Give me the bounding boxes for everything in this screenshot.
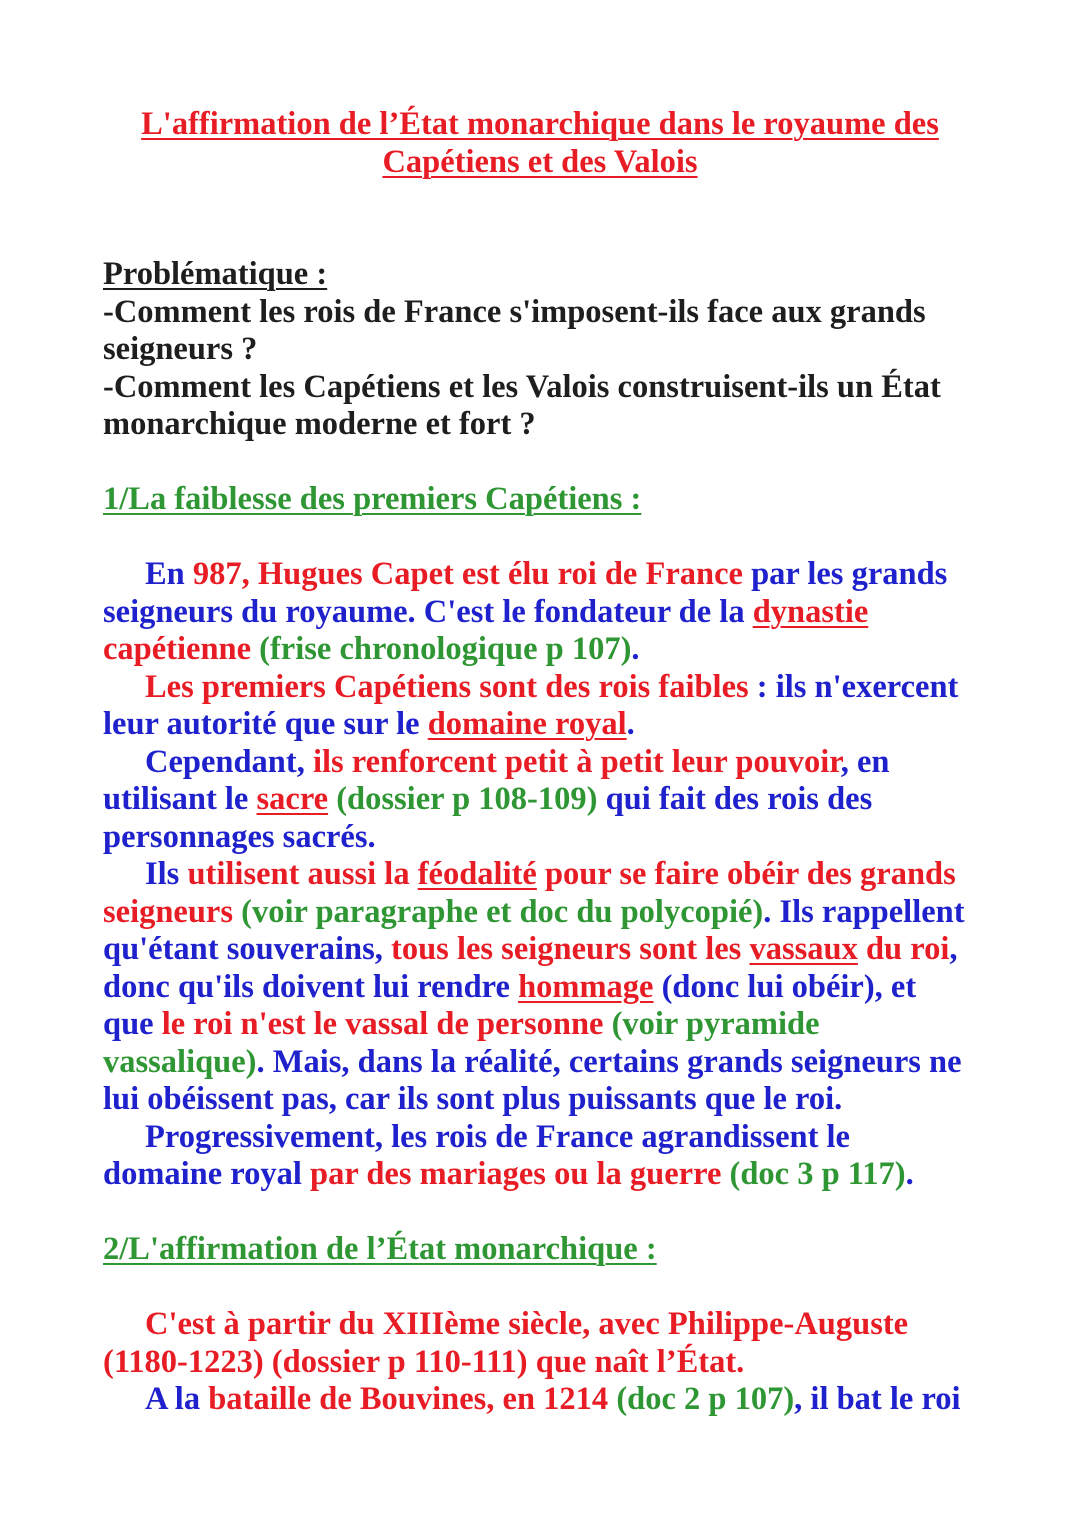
blank-line: [103, 1194, 977, 1232]
text-segment: (voir pyramide: [603, 1006, 820, 1042]
text-segment: domaine royal: [103, 1156, 302, 1192]
text-segment: -Comment les rois de France s'imposent-ils face aux grands: [103, 293, 926, 330]
text-line: [103, 744, 977, 782]
text-segment: seigneurs du royaume. C'est le fondateur de la: [103, 593, 753, 630]
key-term: féodalité: [417, 856, 537, 892]
text-segment: qui fait des rois des: [597, 781, 873, 817]
text-segment: : ils n'exercent: [748, 668, 959, 705]
title-line: [103, 106, 977, 144]
text-segment: . Mais, dans la réalité, certains grands seigneurs ne: [256, 1043, 962, 1080]
text-segment: , il bat le roi: [794, 1381, 961, 1417]
blank-line: [103, 444, 977, 482]
title-line-1: L'affirmation de l’État monarchique dans le royaume des: [141, 106, 939, 142]
problematique-heading-line: [103, 256, 977, 294]
text-line: [103, 556, 977, 594]
text-segment: utilisant le: [103, 781, 257, 817]
document-title: [103, 106, 977, 181]
text-segment: personnages sacrés.: [103, 818, 376, 855]
problematique-question: [103, 331, 977, 369]
text-segment: qu'étant souverains,: [103, 931, 392, 967]
blank-line: [103, 519, 977, 557]
text-line: [103, 819, 977, 857]
text-segment: seigneurs ?: [103, 331, 258, 367]
text-line: [103, 669, 977, 707]
text-segment: -Comment les Capétiens et les Valois construisent-ils un État: [103, 368, 941, 405]
text-segment: .: [905, 1156, 914, 1192]
text-segment: (doc 2 p 107): [608, 1381, 795, 1417]
blank-line: [103, 181, 977, 219]
text-segment: tous les seigneurs sont les: [391, 931, 750, 967]
section-heading-line: [103, 1231, 977, 1269]
key-term: hommage: [518, 968, 654, 1005]
text-line: [103, 631, 977, 669]
text-segment: capétienne: [103, 631, 252, 667]
key-term: vassaux: [749, 931, 858, 967]
text-segment: Les premiers Capétiens sont des rois faibles: [145, 668, 749, 705]
text-line: [103, 1344, 977, 1382]
text-segment: . Ils rappellent: [763, 893, 965, 930]
text-segment: que: [103, 1006, 162, 1042]
course-section: [103, 444, 977, 1194]
problematique-block: [103, 256, 977, 444]
text-line: [103, 781, 977, 819]
text-segment: .: [631, 631, 640, 667]
text-segment: ,: [949, 931, 958, 967]
text-segment: .: [626, 706, 635, 742]
blank-line: [103, 219, 977, 257]
section-heading: 2/L'affirmation de l’État monarchique :: [103, 1231, 657, 1267]
text-line: [103, 1119, 977, 1157]
text-line: [103, 1044, 977, 1082]
text-segment: (dossier p 108-109): [328, 781, 598, 817]
text-line: [103, 594, 977, 632]
title-line: [103, 144, 977, 182]
text-segment: monarchique moderne et fort ?: [103, 406, 536, 442]
key-term: dynastie: [752, 593, 869, 630]
course-section: [103, 1194, 977, 1419]
text-segment: utilisent aussi la: [187, 856, 418, 892]
title-line-2: Capétiens et des Valois: [382, 143, 698, 180]
text-segment: seigneurs: [103, 893, 233, 930]
problematique-heading: Problématique :: [103, 256, 328, 292]
text-line: [103, 856, 977, 894]
text-segment: pour se faire obéir des grands: [536, 856, 956, 892]
text-segment: le roi n'est le vassal de personne: [161, 1006, 604, 1042]
course-sections: [103, 444, 977, 1419]
text-segment: En: [145, 556, 193, 592]
text-segment: ils renforcent petit à petit leur pouvoir: [312, 743, 841, 780]
text-line: [103, 1306, 977, 1344]
key-term: domaine royal: [427, 706, 627, 742]
text-line: [103, 1081, 977, 1119]
text-line: [103, 1006, 977, 1044]
text-segment: Ils: [145, 856, 188, 892]
text-line: [103, 706, 977, 744]
problematique-question: [103, 369, 977, 407]
text-segment: vassalique): [103, 1043, 257, 1080]
text-segment: (1180-1223) (dossier p 110-111) que naît l’État.: [103, 1343, 745, 1380]
text-line: [103, 931, 977, 969]
key-term: sacre: [256, 781, 329, 817]
text-segment: (frise chronologique p 107): [251, 631, 632, 667]
text-segment: bataille de Bouvines, en 1214: [208, 1381, 609, 1417]
text-segment: (voir paragraphe et doc du polycopié): [233, 893, 764, 930]
text-segment: Cependant,: [145, 743, 313, 780]
text-segment: par les grands: [742, 556, 948, 592]
text-segment: leur autorité que sur le: [103, 706, 428, 742]
text-segment: C'est à partir du XIIIème siècle, avec Philippe-Auguste: [145, 1306, 909, 1342]
text-segment: lui obéissent pas, car ils sont plus puissants que le roi.: [103, 1081, 843, 1117]
text-segment: A la: [145, 1381, 209, 1417]
text-line: [103, 1381, 977, 1419]
section-heading: 1/La faiblesse des premiers Capétiens :: [103, 481, 642, 517]
problematique-question: [103, 294, 977, 332]
text-line: [103, 969, 977, 1007]
text-line: [103, 894, 977, 932]
blank-line: [103, 1269, 977, 1307]
section-heading-line: [103, 481, 977, 519]
text-segment: (doc 3 p 117): [721, 1156, 906, 1192]
text-segment: du roi: [857, 931, 950, 967]
text-segment: 987, Hugues Capet est élu roi de France: [192, 556, 743, 592]
text-segment: Progressivement, les rois de France agrandissent le: [145, 1118, 850, 1155]
text-segment: , en: [840, 743, 890, 780]
problematique-question: [103, 406, 977, 444]
text-segment: (donc lui obéir), et: [653, 968, 917, 1005]
text-line: [103, 1156, 977, 1194]
text-segment: par des mariages ou la guerre: [301, 1156, 722, 1192]
text-segment: donc qu'ils doivent lui rendre: [103, 968, 519, 1005]
